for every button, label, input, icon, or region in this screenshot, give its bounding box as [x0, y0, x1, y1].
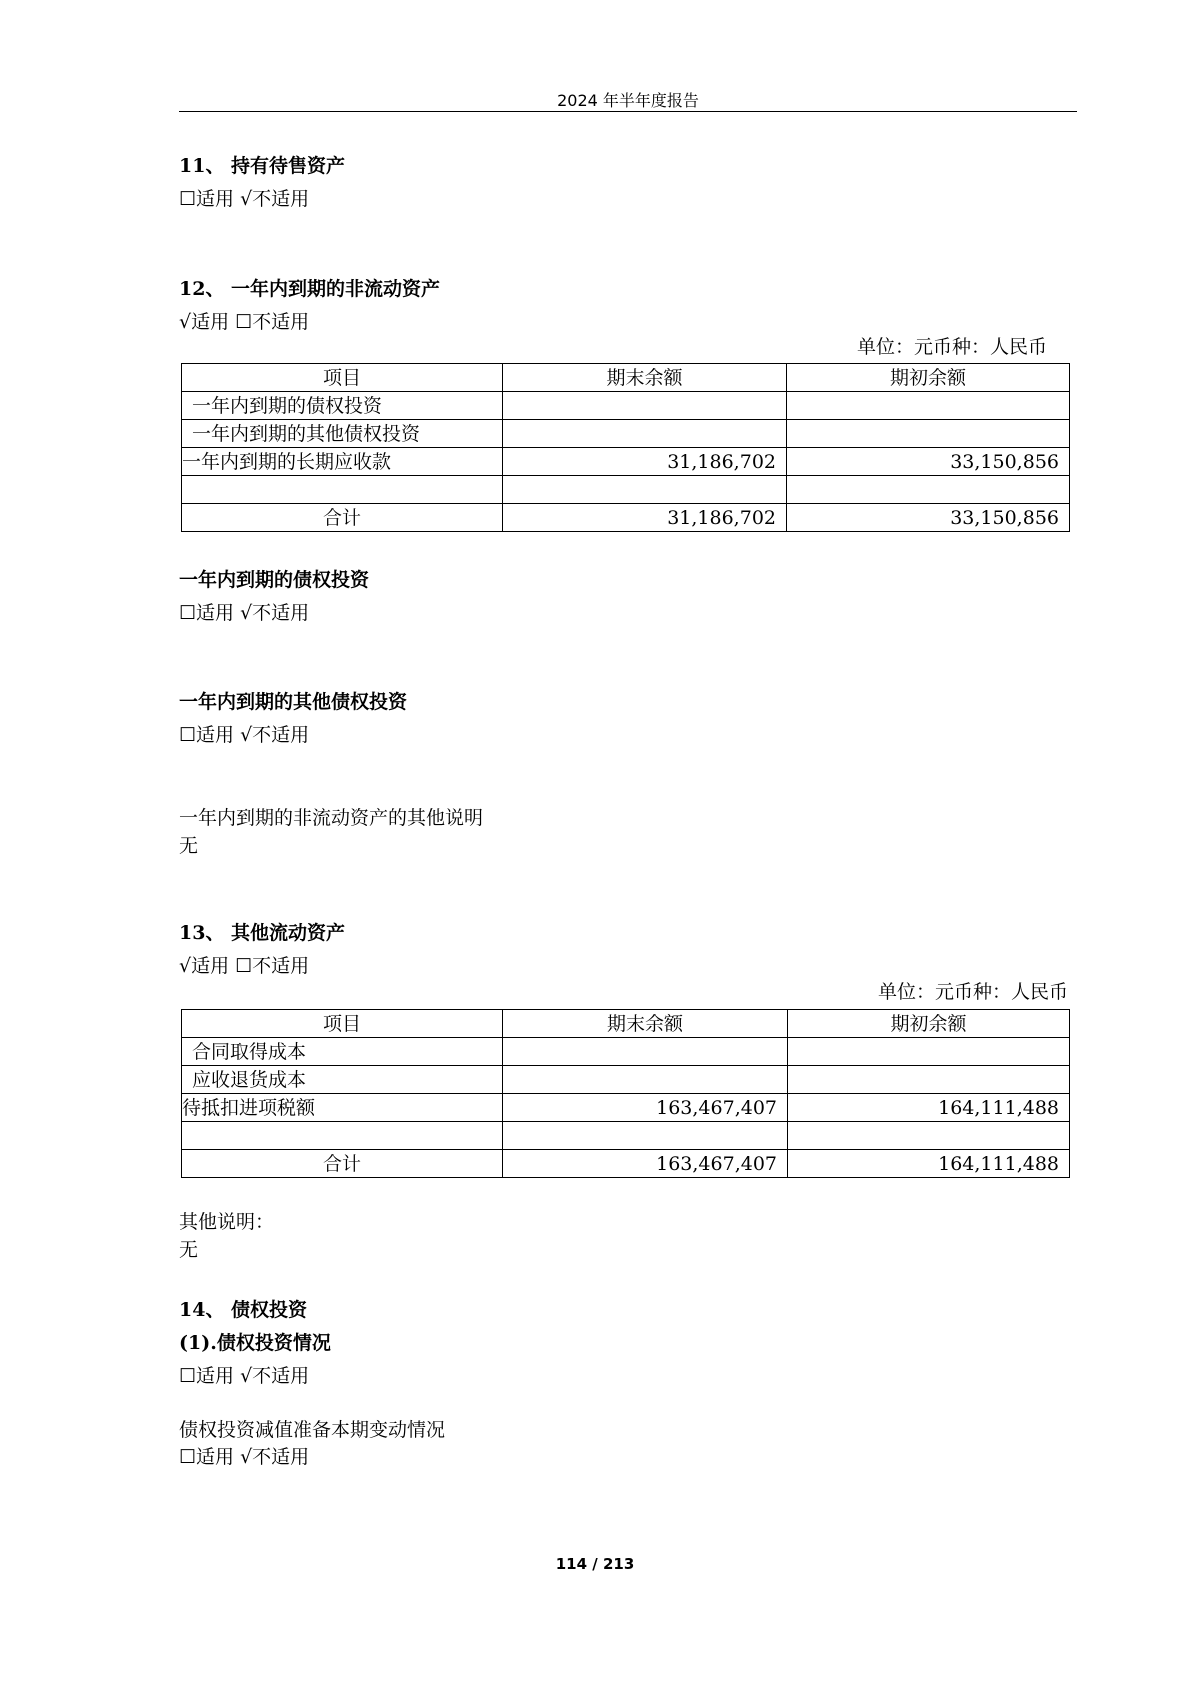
section-12-sub2-title: 一年内到期的其他债权投资 — [179, 691, 408, 713]
table-cell-item: 应收退货成本 — [182, 1066, 503, 1094]
section-14-title: 14、 债权投资 — [179, 1299, 308, 1321]
table-cell-begin-balance — [788, 1066, 1070, 1094]
table-cell-total-begin: 164,111,488 — [788, 1150, 1070, 1178]
table-cell-begin-balance — [787, 392, 1070, 420]
section-12-sub2-applicability: ☐适用 √不适用 — [179, 724, 310, 746]
table-cell-end-balance — [503, 476, 787, 504]
table-cell-end-balance: 31,186,702 — [503, 448, 787, 476]
column-header: 期初余额 — [788, 1010, 1070, 1038]
table-cell-item: 一年内到期的长期应收款 — [182, 448, 503, 476]
section-12-table — [181, 363, 1070, 532]
table-row — [182, 1122, 1070, 1150]
table-cell-begin-balance — [788, 1122, 1070, 1150]
report-header-title: 2024 年半年度报告 — [557, 91, 699, 110]
table-cell-total-begin: 33,150,856 — [787, 504, 1070, 532]
section-14-impairment-title: 债权投资减值准备本期变动情况 — [179, 1419, 446, 1441]
section-14-applicability: ☐适用 √不适用 — [179, 1365, 310, 1387]
table-cell-item: 一年内到期的债权投资 — [182, 392, 503, 420]
column-header: 期末余额 — [503, 1010, 788, 1038]
table-cell-total-end: 163,467,407 — [503, 1150, 788, 1178]
section-13-title: 13、 其他流动资产 — [179, 922, 346, 944]
table-row — [182, 392, 1070, 420]
table-cell-end-balance — [503, 392, 787, 420]
table-row — [182, 1066, 1070, 1094]
table-cell-end-balance — [503, 1038, 788, 1066]
table-cell-begin-balance — [787, 420, 1070, 448]
table-cell-item: 一年内到期的其他债权投资 — [182, 420, 503, 448]
section-12-unit-label: 单位：元币种：人民币 — [856, 336, 1047, 358]
column-header: 项目 — [182, 364, 503, 392]
table-cell-end-balance — [503, 1066, 788, 1094]
table-header-row — [182, 364, 1070, 392]
column-header: 期初余额 — [787, 364, 1070, 392]
table-cell-end-balance — [503, 420, 787, 448]
table-row — [182, 448, 1070, 476]
section-12-other-note-title: 一年内到期的非流动资产的其他说明 — [179, 807, 484, 829]
table-row — [182, 476, 1070, 504]
section-13-unit-label: 单位：元币种：人民币 — [877, 981, 1068, 1003]
table-cell-item — [182, 1122, 503, 1150]
table-row — [182, 1094, 1070, 1122]
section-12-sub1-applicability: ☐适用 √不适用 — [179, 602, 310, 624]
table-row — [182, 420, 1070, 448]
section-13-other-note-value: 无 — [179, 1239, 199, 1261]
table-row — [182, 1038, 1070, 1066]
column-header: 期末余额 — [503, 364, 787, 392]
table-cell-item: 待抵扣进项税额 — [182, 1094, 503, 1122]
table-cell-total-end: 31,186,702 — [503, 504, 787, 532]
table-cell-begin-balance — [787, 476, 1070, 504]
table-total-row — [182, 1150, 1070, 1178]
section-13-table — [181, 1009, 1070, 1178]
table-cell-end-balance — [503, 1122, 788, 1150]
table-cell-begin-balance — [788, 1038, 1070, 1066]
section-11-applicability: ☐适用 √不适用 — [179, 188, 310, 210]
section-14-impairment-applicability: ☐适用 √不适用 — [179, 1446, 310, 1468]
section-14-subtitle: (1).债权投资情况 — [179, 1332, 331, 1354]
section-13-applicability: √适用 ☐不适用 — [179, 955, 310, 977]
table-cell-begin-balance: 33,150,856 — [787, 448, 1070, 476]
table-cell-item — [182, 476, 503, 504]
table-cell-total-label: 合计 — [182, 504, 503, 532]
table-cell-item: 合同取得成本 — [182, 1038, 503, 1066]
column-header: 项目 — [182, 1010, 503, 1038]
section-13-other-note-title: 其他说明： — [179, 1211, 275, 1233]
section-12-applicability: √适用 ☐不适用 — [179, 311, 310, 333]
section-12-sub1-title: 一年内到期的债权投资 — [179, 569, 370, 591]
section-12-title: 12、 一年内到期的非流动资产 — [179, 278, 441, 300]
section-12-other-note-value: 无 — [179, 835, 199, 857]
table-cell-end-balance: 163,467,407 — [503, 1094, 788, 1122]
header-divider — [179, 111, 1077, 112]
section-11-title: 11、 持有待售资产 — [179, 155, 346, 177]
table-header-row — [182, 1010, 1070, 1038]
table-total-row — [182, 504, 1070, 532]
table-cell-begin-balance: 164,111,488 — [788, 1094, 1070, 1122]
page-number: 114 / 213 — [555, 1555, 635, 1573]
table-cell-total-label: 合计 — [182, 1150, 503, 1178]
